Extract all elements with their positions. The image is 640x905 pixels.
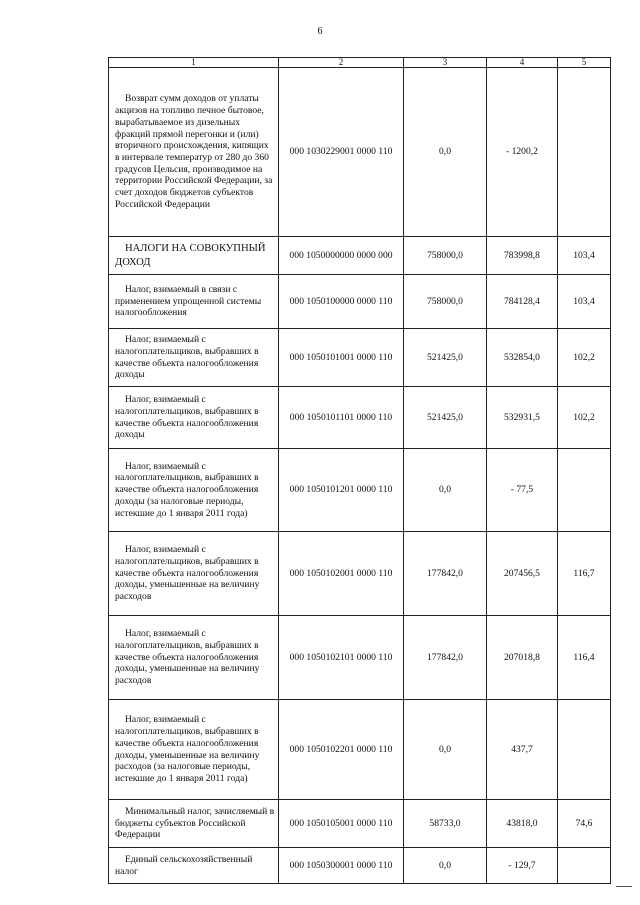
- execution-percent: 116,4: [558, 616, 611, 700]
- column-header-5: 5: [558, 58, 611, 68]
- scan-mark: [616, 876, 632, 887]
- column-header-3: 3: [404, 58, 487, 68]
- table-row: [109, 700, 611, 800]
- execution-percent: [558, 848, 611, 884]
- table-row: [109, 800, 611, 848]
- actual-amount: 437,7: [487, 700, 558, 800]
- execution-percent: 103,4: [558, 275, 611, 329]
- budget-code: 000 1030229001 0000 110: [279, 68, 404, 237]
- table-row: [109, 449, 611, 532]
- revenue-name: НАЛОГИ НА СОВОКУПНЫЙ ДОХОД: [109, 237, 279, 275]
- actual-amount: 532854,0: [487, 329, 558, 387]
- table-row: [109, 68, 611, 237]
- revenue-name: Налог, взимаемый с налогоплательщиков, выбравших в качестве объекта налогообложения доходы: [109, 329, 279, 387]
- planned-amount: 177842,0: [404, 616, 487, 700]
- budget-code: 000 1050102201 0000 110: [279, 700, 404, 800]
- budget-code: 000 1050101001 0000 110: [279, 329, 404, 387]
- budget-code: 000 1050102101 0000 110: [279, 616, 404, 700]
- column-header-1: 1: [109, 58, 279, 68]
- execution-percent: 74,6: [558, 800, 611, 848]
- actual-amount: - 77,5: [487, 449, 558, 532]
- budget-code: 000 1050105001 0000 110: [279, 800, 404, 848]
- revenue-name: Возврат сумм доходов от уплаты акцизов на топливо печное бытовое, вырабатываемое из дизельных фракций прямой перегонки и (или) вторичного происхождения, кипящих в интервале температур от 280 до 360 градусов Цельсия, производимое на территории Российской Федерации, за счет доходов бюджетов субъектов Российской Федерации: [109, 68, 279, 237]
- table-row: [109, 275, 611, 329]
- execution-percent: [558, 449, 611, 532]
- execution-percent: [558, 700, 611, 800]
- planned-amount: 0,0: [404, 449, 487, 532]
- planned-amount: 0,0: [404, 68, 487, 237]
- actual-amount: 43818,0: [487, 800, 558, 848]
- actual-amount: - 1200,2: [487, 68, 558, 237]
- revenue-table: [108, 57, 611, 884]
- budget-code: 000 1050100000 0000 110: [279, 275, 404, 329]
- actual-amount: 207456,5: [487, 532, 558, 616]
- table-row: [109, 237, 611, 275]
- planned-amount: 0,0: [404, 700, 487, 800]
- actual-amount: 783998,8: [487, 237, 558, 275]
- page-number: 6: [317, 26, 323, 37]
- revenue-name: Минимальный налог, зачисляемый в бюджеты субъектов Российской Федерации: [109, 800, 279, 848]
- planned-amount: 758000,0: [404, 237, 487, 275]
- revenue-name: Налог, взимаемый с налогоплательщиков, выбравших в качестве объекта налогообложения доходы (за налоговые периоды, истекшие до 1 января 2011 года): [109, 449, 279, 532]
- actual-amount: 532931,5: [487, 387, 558, 449]
- planned-amount: 521425,0: [404, 329, 487, 387]
- budget-code: 000 1050300001 0000 110: [279, 848, 404, 884]
- table-row: [109, 329, 611, 387]
- actual-amount: 784128,4: [487, 275, 558, 329]
- revenue-name: Налог, взимаемый с налогоплательщиков, выбравших в качестве объекта налогообложения доходы, уменьшенные на величину расходов: [109, 616, 279, 700]
- revenue-name: Налог, взимаемый с налогоплательщиков, выбравших в качестве объекта налогообложения доходы, уменьшенные на величину расходов (за налоговые периоды, истекшие до 1 января 2011 года): [109, 700, 279, 800]
- execution-percent: 116,7: [558, 532, 611, 616]
- planned-amount: 758000,0: [404, 275, 487, 329]
- revenue-name: Налог, взимаемый в связи с применением упрощенной системы налогообложения: [109, 275, 279, 329]
- execution-percent: [558, 68, 611, 237]
- table-row: [109, 532, 611, 616]
- table-row: [109, 387, 611, 449]
- budget-code: 000 1050101101 0000 110: [279, 387, 404, 449]
- revenue-name: Налог, взимаемый с налогоплательщиков, выбравших в качестве объекта налогообложения доходы, уменьшенные на величину расходов: [109, 532, 279, 616]
- execution-percent: 103,4: [558, 237, 611, 275]
- revenue-name: Единый сельскохозяйственный налог: [109, 848, 279, 884]
- budget-code: 000 1050101201 0000 110: [279, 449, 404, 532]
- revenue-name: Налог, взимаемый с налогоплательщиков, выбравших в качестве объекта налогообложения доходы: [109, 387, 279, 449]
- column-header-4: 4: [487, 58, 558, 68]
- planned-amount: 58733,0: [404, 800, 487, 848]
- execution-percent: 102,2: [558, 387, 611, 449]
- budget-code: 000 1050000000 0000 000: [279, 237, 404, 275]
- planned-amount: 177842,0: [404, 532, 487, 616]
- table-row: [109, 616, 611, 700]
- actual-amount: - 129,7: [487, 848, 558, 884]
- budget-code: 000 1050102001 0000 110: [279, 532, 404, 616]
- planned-amount: 0,0: [404, 848, 487, 884]
- actual-amount: 207018,8: [487, 616, 558, 700]
- planned-amount: 521425,0: [404, 387, 487, 449]
- execution-percent: 102,2: [558, 329, 611, 387]
- table-header-row: [109, 58, 611, 68]
- column-header-2: 2: [279, 58, 404, 68]
- table-row: [109, 848, 611, 884]
